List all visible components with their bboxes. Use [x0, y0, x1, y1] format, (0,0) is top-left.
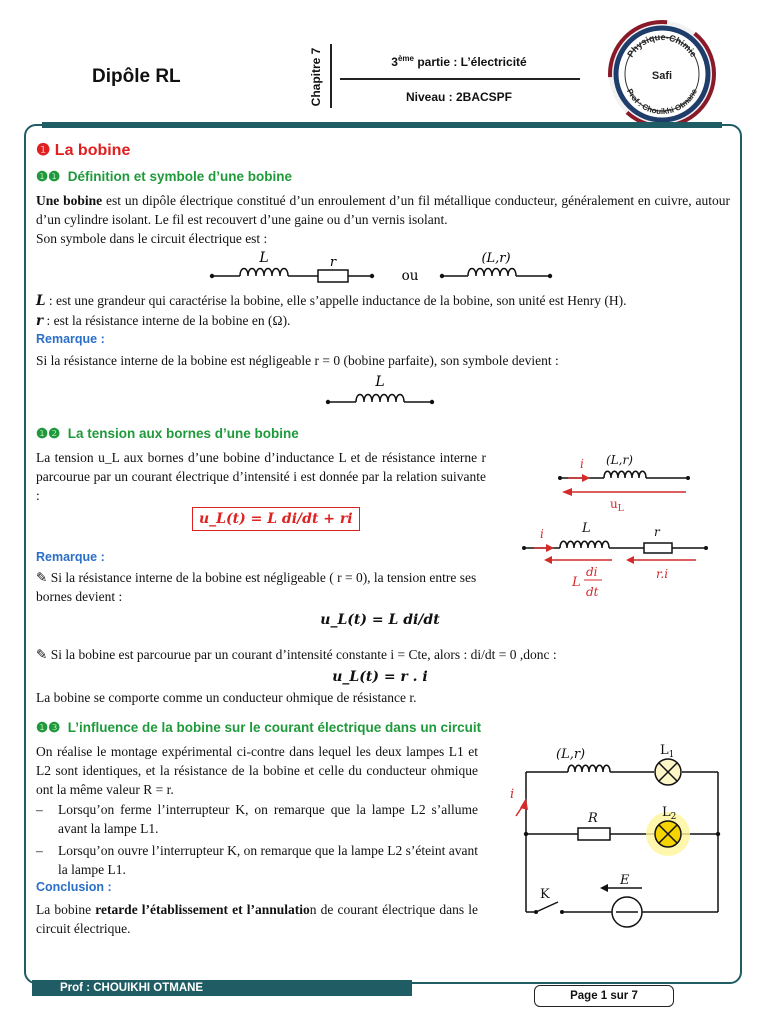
- circuit-i-label: i: [510, 787, 515, 802]
- svg-text:Physique-Chimie: Physique-Chimie: [625, 31, 699, 59]
- remark-text-2: ✎ Si la résistance interne de la bobine est négligeable ( r = 0), la tension entre ses bornes devient :: [36, 570, 477, 604]
- header-part: 3ème partie : L’électricité: [391, 54, 527, 69]
- subsection-heading-2: ❶❷ La tension aux bornes d’une bobine: [36, 426, 299, 441]
- diag-Ldidt-di: di: [586, 565, 598, 579]
- footer-author: Prof : CHOUIKHI OTMANE: [32, 980, 412, 996]
- observation-open: – Lorsqu’on ouvre l’interrupteur K, on remarque que la lampe L2 s’éteint avant la lampe L1.: [36, 843, 478, 877]
- observation-close: – Lorsqu’on ferme l’interrupteur K, on remarque que la lampe L2 s’allume avant la lampe L1.: [36, 802, 478, 836]
- page-number: Page 1 sur 7: [534, 985, 674, 1007]
- remark-label-1: Remarque :: [36, 332, 105, 346]
- definition-r: r : est la résistance interne de la bobine en (Ω).: [36, 313, 291, 329]
- symbol-L-label: L: [259, 250, 269, 266]
- diag-Lr-label: (L,r): [606, 453, 633, 467]
- coil-symbols-diagram: [200, 246, 560, 290]
- symbol-r-label: r: [329, 255, 337, 270]
- circuit-K-label: K: [540, 887, 550, 902]
- generator-icon: [612, 897, 642, 927]
- remark-label-2: Remarque :: [36, 550, 105, 564]
- circuit-L1-label: $L_1$: [660, 743, 675, 760]
- ohmic-behaviour: La bobine se comporte comme un conducteur ohmique de résistance r.: [36, 690, 417, 705]
- diag-Ldidt-L: L: [572, 575, 581, 590]
- header-divider: [340, 78, 580, 80]
- definition-paragraph: Une bobine est un dipôle électrique constitué d’un enroulement d’un fil métallique conducteur, généralement en cuivre, autour d’un cylindre isolant. Le fil est recouvert d’une gaine ou d’un vernis isolant.: [36, 193, 730, 227]
- circuit-L2-label: $L_2$: [662, 805, 677, 822]
- diag-uL-label: $u_L$: [610, 497, 624, 514]
- subsection-heading-1: ❶❶ Définition et symbole d’une bobine: [36, 169, 292, 184]
- ideal-coil-L-label: L: [375, 374, 385, 390]
- chapter-label: Chapitre 7: [309, 47, 323, 107]
- symbol-intro: Son symbole dans le circuit électrique est :: [36, 231, 268, 246]
- diag-i2-label: i: [540, 527, 544, 541]
- diag-L-label: L: [582, 521, 591, 536]
- pointer-icon: ✎: [36, 647, 51, 662]
- circuit-R-label: R: [588, 811, 598, 826]
- subsection-heading-3: ❶❸ L’influence de la bobine sur le courant électrique dans un circuit: [36, 720, 482, 735]
- symbol-Lr-label: (L,r): [481, 251, 511, 266]
- definition-L: L : est une grandeur qui caractérise la bobine, elle s’appelle inductance de la bobine, son unité est Henry (H).: [36, 293, 627, 309]
- circuit-Lr-label: (L,r): [556, 747, 586, 762]
- lamp-L1: [655, 759, 681, 785]
- experiment-paragraph: On réalise le montage expérimental ci-contre dans lequel les deux lampes L1 et L2 sont identiques, et la résistance de la bobine et celle du conducteur ohmique ont la même valeur R = r.: [36, 744, 478, 797]
- diag-Ldidt-dt: dt: [586, 585, 599, 599]
- section-heading: ❶ La bobine: [36, 142, 131, 159]
- symbol-or-label: ou: [401, 268, 419, 284]
- remark-text-1: Si la résistance interne de la bobine est négligeable r = 0 (bobine parfaite), son symbole devient :: [36, 353, 559, 368]
- pointer-icon: ✎: [36, 570, 51, 585]
- logo-seal: [606, 18, 718, 130]
- remark-text-3: ✎ Si la bobine est parcourue par un courant d’intensité constante i = Cte, alors : di/dt = 0 ,donc :: [36, 647, 557, 662]
- tension-diagram: [516, 448, 716, 608]
- svg-text:Prof : Chouikhi Otmane: Prof : Chouikhi Otmane: [624, 87, 699, 117]
- svg-text:Safi: Safi: [651, 70, 673, 82]
- diag-r-label: r: [654, 525, 660, 539]
- circuit-diagram: [496, 738, 732, 934]
- header-level: Niveau : 2BACSPF: [405, 90, 513, 104]
- formula-constant: u_L(t) = r . i: [332, 669, 428, 685]
- main-formula: u_L(t) = L di/dt + ri: [192, 507, 360, 531]
- conclusion-label: Conclusion :: [36, 880, 112, 894]
- page-title: Dipôle RL: [92, 66, 181, 87]
- content-frame-top-bar: [42, 122, 722, 128]
- ideal-coil-symbol: [320, 372, 440, 412]
- header-divider-vertical: [330, 44, 332, 108]
- diag-i-label: i: [580, 457, 584, 471]
- formula-ideal: u_L(t) = L di/dt: [320, 612, 440, 628]
- tension-paragraph: La tension u_L aux bornes d’une bobine d’inductance L et de résistance interne r parcourue par un courant électrique d’intensité i est donnée par la relation suivante :: [36, 450, 486, 503]
- conclusion-text: La bobine retarde l’établissement et l’annulation de courant électrique dans le circuit électrique.: [36, 902, 478, 936]
- circuit-E-label: E: [620, 873, 630, 888]
- diag-ri-label: r.i: [656, 567, 669, 581]
